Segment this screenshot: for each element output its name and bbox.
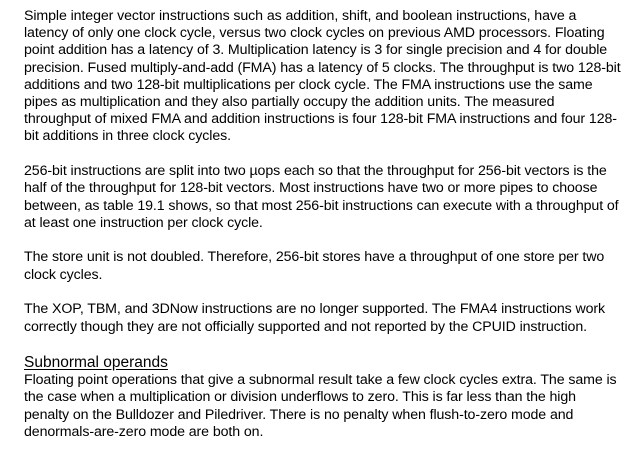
paragraph-vector-latency: Simple integer vector instructions such as addition, shift, and boolean instructions, have a latency of only one clock cycle, versus two clock cycles on previous AMD processors. Floating point addition has a latency of 3. Multiplication latency is 3 for single precision and 4 for double precision. Fused multiply-and-add (FMA) has a latency of 5 clocks. The throughput is two 128-bit additions and two 128-bit multiplications per clock cycle. The FMA instructions use the same pipes as multiplication and they also partially occupy the addition units. The measured throughput of mixed FMA and addition instructions is four 128-bit FMA instructions and four 128-bit additions in three clock cycles. [24,8,621,145]
paragraph-gap [24,284,624,302]
paragraph-subnormal-operands: Floating point operations that give a subnormal result take a few clock cycles extra. The same is the case when a multiplication or division underflows to zero. This is far less than the high penalty on the Bulldozer and Piledriver. There is no penalty when flush-to-zero mode and denormals-are-zero mode are both on. [24,372,617,440]
paragraph-gap [24,232,624,250]
document-page [24,8,624,441]
paragraph-xop-support: The XOP, TBM, and 3DNow instructions are no longer supported. The FMA4 instructions work correctly though they are not officially supported and not reported by the CPUID instruction. [24,301,606,335]
section-heading-subnormal: Subnormal operands [24,354,168,372]
paragraph-256bit-split: 256-bit instructions are split into two µops each so that the throughput for 256-bit vectors is the half of the throughput for 128-bit vectors. Most instructions have two or more pipes to choose between, as table 19.1 shows, so that most 256-bit instructions can execute with a throughput of at least one instruction per clock cycle. [24,163,619,231]
paragraph-gap [24,146,624,164]
paragraph-gap [24,336,624,354]
paragraph-store-unit: The store unit is not doubled. Therefore, 256-bit stores have a throughput of one store per two clock cycles. [24,249,605,283]
